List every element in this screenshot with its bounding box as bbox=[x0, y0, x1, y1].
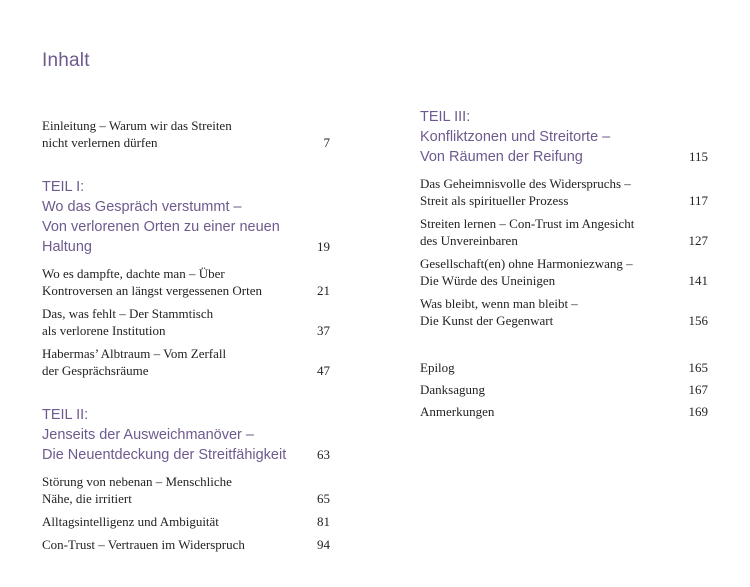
toc-entry-intro[interactable] bbox=[42, 117, 330, 151]
toc-entry-page: 167 bbox=[688, 382, 708, 397]
toc-entry-title: Streiten lernen – Con-Trust im Angesicht des Unvereinbaren bbox=[420, 216, 635, 248]
toc-entry-anmerkungen[interactable] bbox=[420, 403, 708, 420]
part-page: 19 bbox=[317, 239, 330, 254]
toc-entry[interactable] bbox=[420, 215, 708, 249]
toc-entry-title: Gesellschaft(en) ohne Harmoniezwang – Die Würde des Uneinigen bbox=[420, 256, 633, 288]
toc-entry-danksagung[interactable] bbox=[420, 381, 708, 398]
toc-entry-title: Alltagsintelligenz und Ambiguität bbox=[42, 514, 219, 529]
part-title: TEIL II: Jenseits der Ausweichmanöver – Die Neuentdeckung der Streitfähigkeit bbox=[42, 407, 287, 463]
toc-entry-page: 94 bbox=[317, 537, 330, 552]
toc-entry[interactable] bbox=[42, 513, 330, 530]
toc-entry[interactable] bbox=[42, 265, 330, 299]
toc-title: Inhalt bbox=[42, 50, 90, 71]
part-title: TEIL III: Konfliktzonen und Streitorte – Von Räumen der Reifung bbox=[420, 109, 611, 165]
toc-entry[interactable] bbox=[420, 175, 708, 209]
toc-part-heading-3[interactable] bbox=[420, 107, 708, 167]
toc-entry-page: 127 bbox=[688, 233, 708, 248]
toc-entry-title: Wo es dampfte, dachte man – Über Kontroversen an längst vergessenen Orten bbox=[42, 266, 262, 298]
toc-entry-title: Epilog bbox=[420, 360, 455, 375]
toc-entry[interactable] bbox=[42, 473, 330, 507]
toc-entry-title: Con-Trust – Vertrauen im Widerspruch bbox=[42, 537, 245, 552]
toc-part-heading-2[interactable] bbox=[42, 405, 330, 465]
toc-entry-page: 156 bbox=[688, 313, 708, 328]
toc-entry[interactable] bbox=[420, 295, 708, 329]
toc-entry-page: 169 bbox=[688, 404, 708, 419]
toc-entry-page: 21 bbox=[317, 283, 330, 298]
toc-entry-page: 65 bbox=[317, 491, 330, 506]
toc-right-column bbox=[420, 107, 708, 420]
toc-entry-title: Das Geheimnisvolle des Widerspruchs – Streit als spiritueller Prozess bbox=[420, 176, 631, 208]
toc-entry-page: 7 bbox=[323, 135, 330, 150]
toc-entry-title: Was bleibt, wenn man bleibt – Die Kunst der Gegenwart bbox=[420, 296, 578, 328]
toc-entry[interactable] bbox=[42, 536, 330, 553]
toc-entry-page: 47 bbox=[317, 363, 330, 378]
toc-entry-title: Störung von nebenan – Menschliche Nähe, die irritiert bbox=[42, 474, 232, 506]
toc-entry-title: Habermas’ Albtraum – Vom Zerfall der Gesprächsräume bbox=[42, 346, 227, 378]
part-page: 115 bbox=[688, 149, 708, 164]
toc-entry-epilog[interactable] bbox=[420, 359, 708, 376]
toc-entry-page: 141 bbox=[688, 273, 708, 288]
toc-entry-title: Das, was fehlt – Der Stammtisch als verlorene Institution bbox=[42, 306, 214, 338]
toc-entry-page: 117 bbox=[688, 193, 708, 208]
toc-entry-page: 37 bbox=[317, 323, 330, 338]
toc-entry-title: Einleitung – Warum wir das Streiten nicht verlernen dürfen bbox=[42, 118, 232, 150]
toc-entry-page: 165 bbox=[688, 360, 708, 375]
toc-entry[interactable] bbox=[420, 255, 708, 289]
part-page: 63 bbox=[317, 447, 330, 462]
toc-entry-page: 81 bbox=[317, 514, 330, 529]
toc-entry[interactable] bbox=[42, 305, 330, 339]
toc-entry-title: Danksagung bbox=[420, 382, 485, 397]
toc-part-heading-1[interactable] bbox=[42, 177, 330, 257]
toc-left-column bbox=[42, 117, 330, 553]
toc-entry[interactable] bbox=[42, 345, 330, 379]
toc-entry-title: Anmerkungen bbox=[420, 404, 495, 419]
part-title: TEIL I: Wo das Gespräch verstummt – Von verlorenen Orten zu einer neuen Haltung bbox=[42, 179, 280, 255]
